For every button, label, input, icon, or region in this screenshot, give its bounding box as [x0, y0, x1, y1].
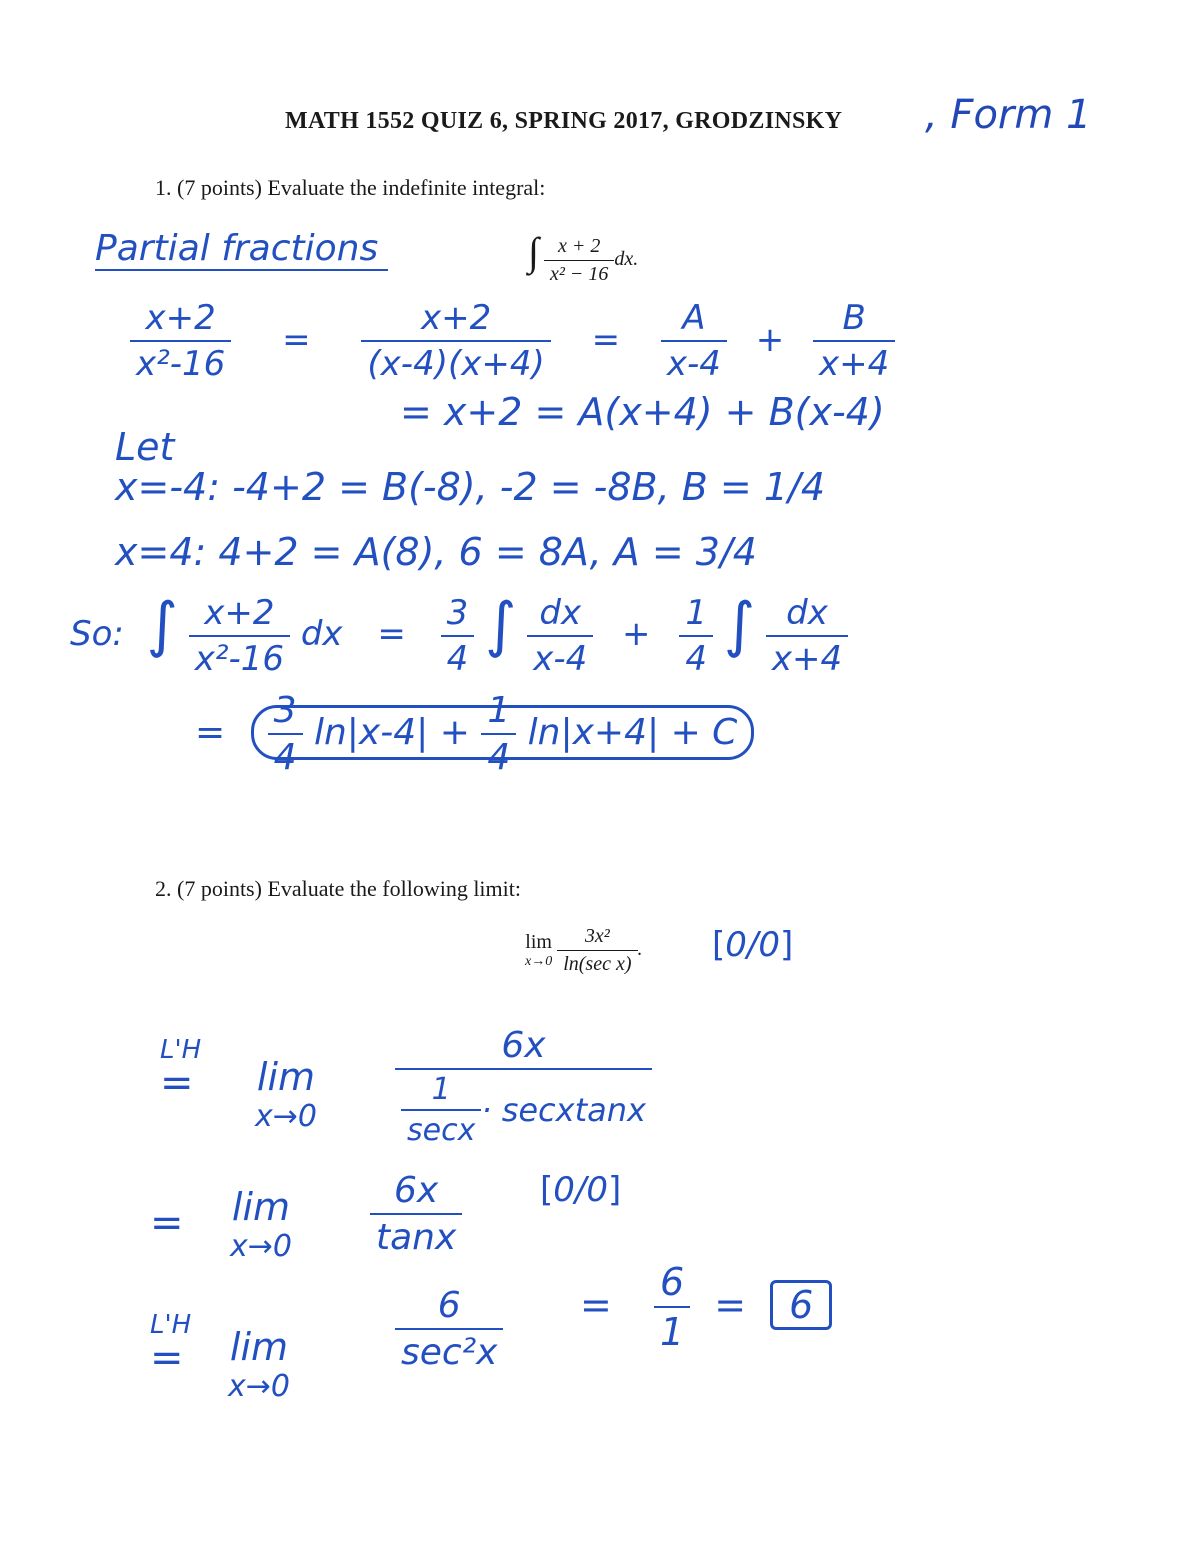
equals-sign-3: =	[150, 1335, 184, 1381]
step3-expression: $\frac{6}{\text{sec²x}}$	[395, 1285, 503, 1373]
step2-lim: lim x→0	[230, 1185, 292, 1264]
problem-2-limit: lim x→0 $\frac{\text{3x²}}{\text{ln(sec x)}}$ .	[525, 925, 643, 975]
page-title: MATH 1552 QUIZ 6, SPRING 2017, GRODZINSKY	[285, 108, 843, 134]
lhopital-mark-1: L'H	[160, 1035, 202, 1065]
integral-sign: ∫	[528, 229, 539, 274]
partial-fraction-equation: $\frac{x+2}{\text{x²-16}}$ = $\frac{x+2}{(x-4)(x+4)}$ = $\frac{A}{x-4}$ + $\frac{B}{x+4}$	[130, 298, 895, 384]
problem-2-answer-box: 6	[770, 1280, 832, 1330]
lhopital-mark-2: L'H	[150, 1310, 192, 1340]
problem-1-answer-box: $\frac{3}{4}$ ln|x-4| + $\frac{1}{4}$ ln|x+4| + C	[251, 705, 755, 760]
solve-A-line: x=4: 4+2 = A(8), 6 = 8A, A = 3/4	[115, 530, 757, 574]
final-evaluation: = $\frac{6}{1}$ = 6	[580, 1260, 832, 1354]
partial-fractions-heading: Partial fractions	[95, 228, 388, 271]
integral-fraction: $\frac{x + 2}{\text{x² − 16}}$	[544, 235, 614, 286]
solve-B-line: x=-4: -4+2 = B(-8), -2 = -8B, B = 1/4	[115, 465, 825, 509]
form-label: , Form 1	[925, 92, 1092, 138]
problem-1-integral: ∫ $\frac{x + 2}{\text{x² − 16}}$ dx.	[528, 229, 639, 285]
problem-2-statement: 2. (7 points) Evaluate the following limit:	[155, 876, 521, 901]
cover-up-equation: = x+2 = A(x+4) + B(x-4)	[400, 390, 885, 434]
problem-1-statement: 1. (7 points) Evaluate the indefinite integral:	[155, 175, 546, 200]
step1-lim: lim x→0	[255, 1055, 317, 1134]
integral-split-line: So: ∫ $\frac{x+2}{\text{x²-16}}$ dx = $\frac{3}{4}$ ∫ $\frac{dx}{x-4}$ + $\frac{1}{4}$ ∫ $\frac{dx}{x+4}$	[70, 590, 848, 679]
equals-sign-1: =	[160, 1060, 194, 1106]
let-label: Let	[115, 425, 175, 469]
step3-lim: lim x→0	[228, 1325, 290, 1404]
step2-expression: $\frac{6x}{\tan x}$	[370, 1170, 462, 1258]
indeterminate-form-1: [0/0]	[712, 925, 794, 965]
indeterminate-form-2: [0/0]	[540, 1170, 622, 1210]
problem-1-answer-line: = $\frac{3}{4}$ ln|x-4| + $\frac{1}{4}$ ln|x+4| + C	[195, 690, 754, 778]
step1-expression: 6x $\frac{1}{\sec x}$ · secxtanx	[395, 1025, 652, 1148]
equals-sign-2: =	[150, 1200, 184, 1246]
